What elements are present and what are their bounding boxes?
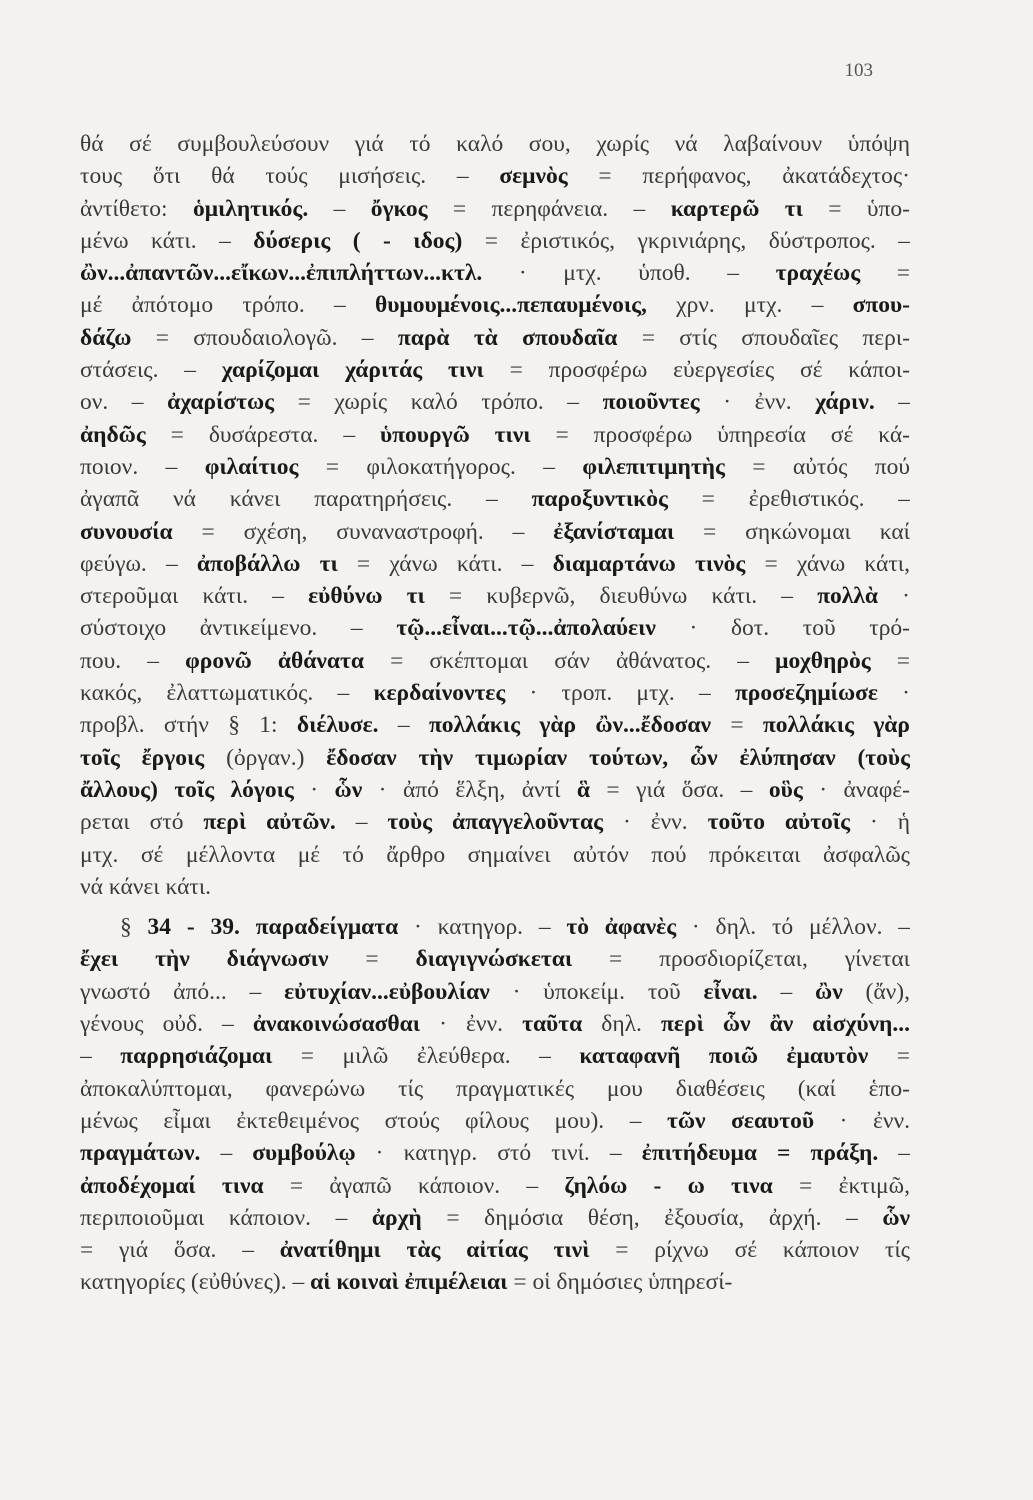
text-line: φεύγω. – ἀποβάλλω τι = χάνω κάτι. – διαμαρτάνω τινὸς = χάνω κάτι, [80,550,910,577]
text-line: ἀηδῶς = δυσάρεστα. – ὑπουργῶ τινι = προσφέρω ὑπηρεσία σέ κά- [80,421,910,448]
text-line: που. – φρονῶ ἀθάνατα = σκέπτομαι σάν ἀθάνατος. – μοχθηρὸς = [80,647,910,674]
text-line: νά κάνει κάτι. [80,873,212,900]
text-line: πραγμάτων. – συμβούλῳ · κατηγρ. στό τινί. – ἐπιτήδευμα = πράξη. – [80,1140,910,1167]
text-line: ὢν...ἀπαντῶν...εἴκων...ἐπιπλήττων...κτλ. · μτχ. ὑποθ. – τραχέως = [80,260,910,287]
text-line: μένως εἶμαι ἐκτεθειμένος στούς φίλους μου). – τῶν σεαυτοῦ · ἐνν. [80,1107,910,1134]
text-line: τους ὅτι θά τούς μισήσεις. – σεμνὸς = περήφανος, ἀκατάδεχτος· [80,163,910,190]
text-line: ον. – ἀχαρίστως = χωρίς καλό τρόπο. – ποιοῦντες · ἐνν. χάριν. – [80,389,910,416]
text-line: κακός, ἐλαττωματικός. – κερδαίνοντες · τροπ. μτχ. – προσεζημίωσε · [80,680,910,707]
text-line: γένους οὐδ. – ἀνακοινώσασθαι · ἐνν. ταῦτα δηλ. περὶ ὧν ἂν αἰσχύνη... [80,1011,910,1038]
text-line: ἀγαπᾶ νά κάνει παρατηρήσεις. – παροξυντικὸς = ἐρεθιστικός. – [80,486,910,513]
paragraph-1 [80,128,910,903]
text-line: ἀποδέχομαί τινα = ἀγαπῶ κάποιον. – ζηλόω - ω τινα = ἐκτιμῶ, [80,1172,910,1199]
text-line: δάζω = σπουδαιολογῶ. – παρὰ τὰ σπουδαῖα = στίς σπουδαῖες περι- [80,324,910,351]
text-line: ρεται στό περὶ αὐτῶν. – τοὺς ἀπαγγελοῦντας · ἐνν. τοῦτο αὐτοῖς · ἡ [80,809,910,836]
text-line: μτχ. σέ μέλλοντα μέ τό ἄρθρο σημαίνει αὐτόν πού πρόκειται ἀσφαλῶς [80,841,910,868]
text-line: ἄλλους) τοῖς λόγοις · ὧν · ἀπό ἕλξη, ἀντί ἃ = γιά ὅσα. – οὓς · ἀναφέ- [80,776,910,803]
body-text [80,128,910,1299]
text-line: κατηγορίες (εὐθύνες). – αἱ κοιναὶ ἐπιμέλειαι = οἱ δημόσιες ὑπηρεσί- [80,1269,733,1296]
text-line: τοῖς ἔργοις (ὀργαν.) ἔδοσαν τὴν τιμωρίαν τούτων, ὧν ἐλύπησαν (τοὺς [80,744,910,771]
text-line: ποιον. – φιλαίτιος = φιλοκατήγορος. – φιλεπιτιμητὴς = αὐτός πού [80,453,910,480]
text-line: θά σέ συμβουλεύσουν γιά τό καλό σου, χωρίς νά λαβαίνουν ὑπόψη [80,131,910,157]
text-line: ἀποκαλύπτομαι, φανερώνω τίς πραγματικές μου διαθέσεις (καί ἑπο- [80,1075,910,1102]
text-line: γνωστό ἀπό... – εὐτυχίαν...εὐβουλίαν · ὑποκείμ. τοῦ εἶναι. – ὢν (ἄν), [80,978,910,1005]
paragraph-gap [80,903,910,911]
text-line: σύστοιχο ἀντικείμενο. – τῷ...εἶναι...τῷ...ἀπολαύειν · δοτ. τοῦ τρό- [80,615,910,642]
paragraph-2 [80,911,910,1299]
text-line: μέ ἀπότομο τρόπο. – θυμουμένοις...πεπαυμένοις, χρν. μτχ. – σπου- [80,292,910,319]
text-line: ἀντίθετο: ὁμιλητικός. – ὄγκος = περηφάνεια. – καρτερῶ τι = ὑπο- [80,195,910,222]
text-line: στεροῦμαι κάτι. – εὐθύνω τι = κυβερνῶ, διευθύνω κάτι. – πολλὰ · [80,583,910,610]
text-line: στάσεις. – χαρίζομαι χάριτάς τινι = προσφέρω εὐεργεσίες σέ κάποι- [80,357,910,384]
text-line: μένω κάτι. – δύσερις ( - ιδος) = ἐριστικός, γκρινιάρης, δύστροπος. – [80,227,910,254]
text-line: – παρρησιάζομαι = μιλῶ ἐλεύθερα. – καταφανῆ ποιῶ ἐμαυτὸν = [80,1043,910,1070]
text-line: ἔχει τὴν διάγνωσιν = διαγιγνώσκεται = προσδιορίζεται, γίνεται [80,946,910,973]
text-line: περιποιοῦμαι κάποιον. – ἀρχὴ = δημόσια θέση, ἐξουσία, ἀρχή. – ὧν [80,1204,910,1231]
page-number: 103 [844,60,873,81]
text-line: = γιά ὅσα. – ἀνατίθημι τὰς αἰτίας τινὶ = ρίχνω σέ κάποιον τίς [80,1237,910,1264]
text-line: § 34 - 39. παραδείγματα · κατηγορ. – τὸ ἀφανὲς · δηλ. τό μέλλον. – [120,914,910,941]
text-line: προβλ. στήν § 1: διέλυσε. – πολλάκις γὰρ ὢν...ἔδοσαν = πολλάκις γὰρ [80,712,910,739]
text-line: συνουσία = σχέση, συναναστροφή. – ἐξανίσταμαι = σηκώνομαι καί [80,518,910,545]
